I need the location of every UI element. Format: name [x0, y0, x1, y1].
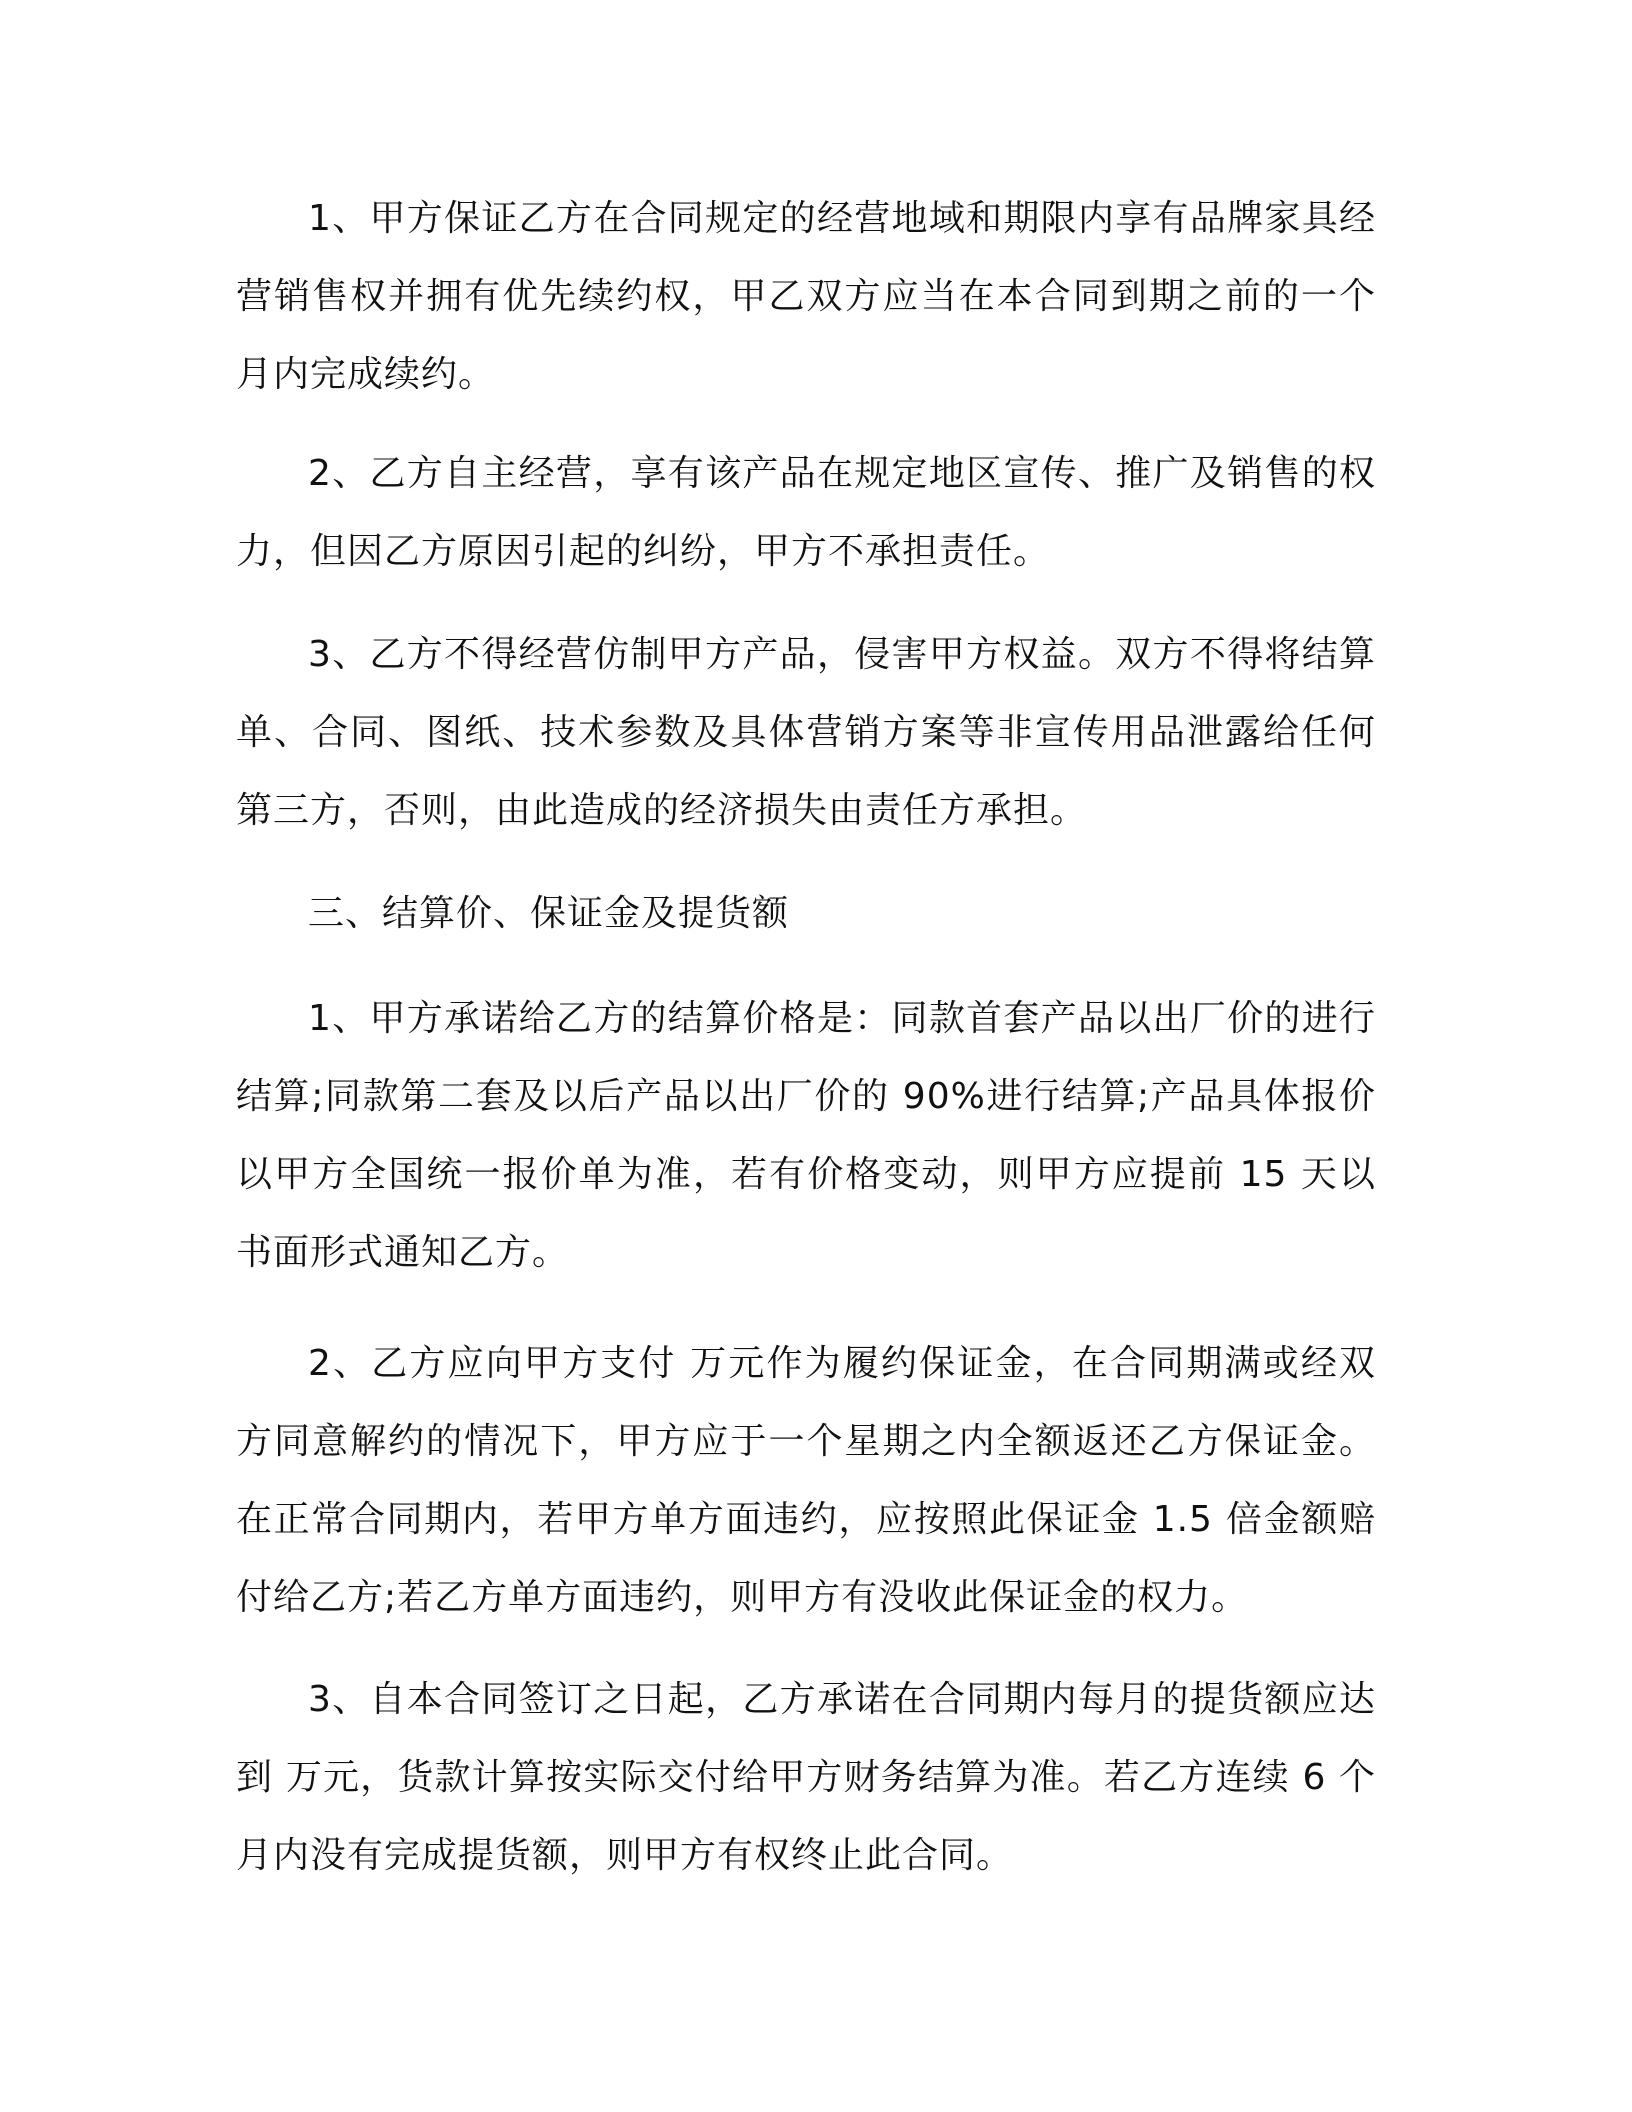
clause-paragraph: 1、甲方保证乙方在合同规定的经营地域和期限内享有品牌家具经营销售权并拥有优先续约权，甲乙双方应当在本合同到期之前的一个月内完成续约。 — [236, 198, 1376, 395]
clause-paragraph: 3、乙方不得经营仿制甲方产品，侵害甲方权益。双方不得将结算单、合同、图纸、技术参数及具体营销方案等非宣传用品泄露给任何第三方，否则，由此造成的经济损失由责任方承担。 — [236, 634, 1376, 831]
section-heading: 三、结算价、保证金及提货额 — [308, 893, 790, 934]
clause-paragraph: 3、自本合同签订之日起，乙方承诺在合同期内每月的提货额应达到 万元，货款计算按实际交付给甲方财务结算为准。若乙方连续 6 个月内没有完成提货额，则甲方有权终止此合同。 — [236, 1679, 1376, 1876]
clause-paragraph: 2、乙方应向甲方支付 万元作为履约保证金，在合同期满或经双方同意解约的情况下，甲方应于一个星期之内全额返还乙方保证金。在正常合同期内，若甲方单方面违约，应按照此保证金 1.5 倍金额赔付给乙方;若乙方单方面违约，则甲方有没收此保证金的权力。 — [236, 1343, 1376, 1618]
clause-paragraph: 2、乙方自主经营，享有该产品在规定地区宣传、推广及销售的权力，但因乙方原因引起的纠纷，甲方不承担责任。 — [236, 453, 1376, 572]
clause-paragraph: 1、甲方承诺给乙方的结算价格是：同款首套产品以出厂价的进行结算;同款第二套及以后产品以出厂价的 90%进行结算;产品具体报价以甲方全国统一报价单为准，若有价格变动，则甲方应提前 15 天以书面形式通知乙方。 — [236, 998, 1376, 1273]
